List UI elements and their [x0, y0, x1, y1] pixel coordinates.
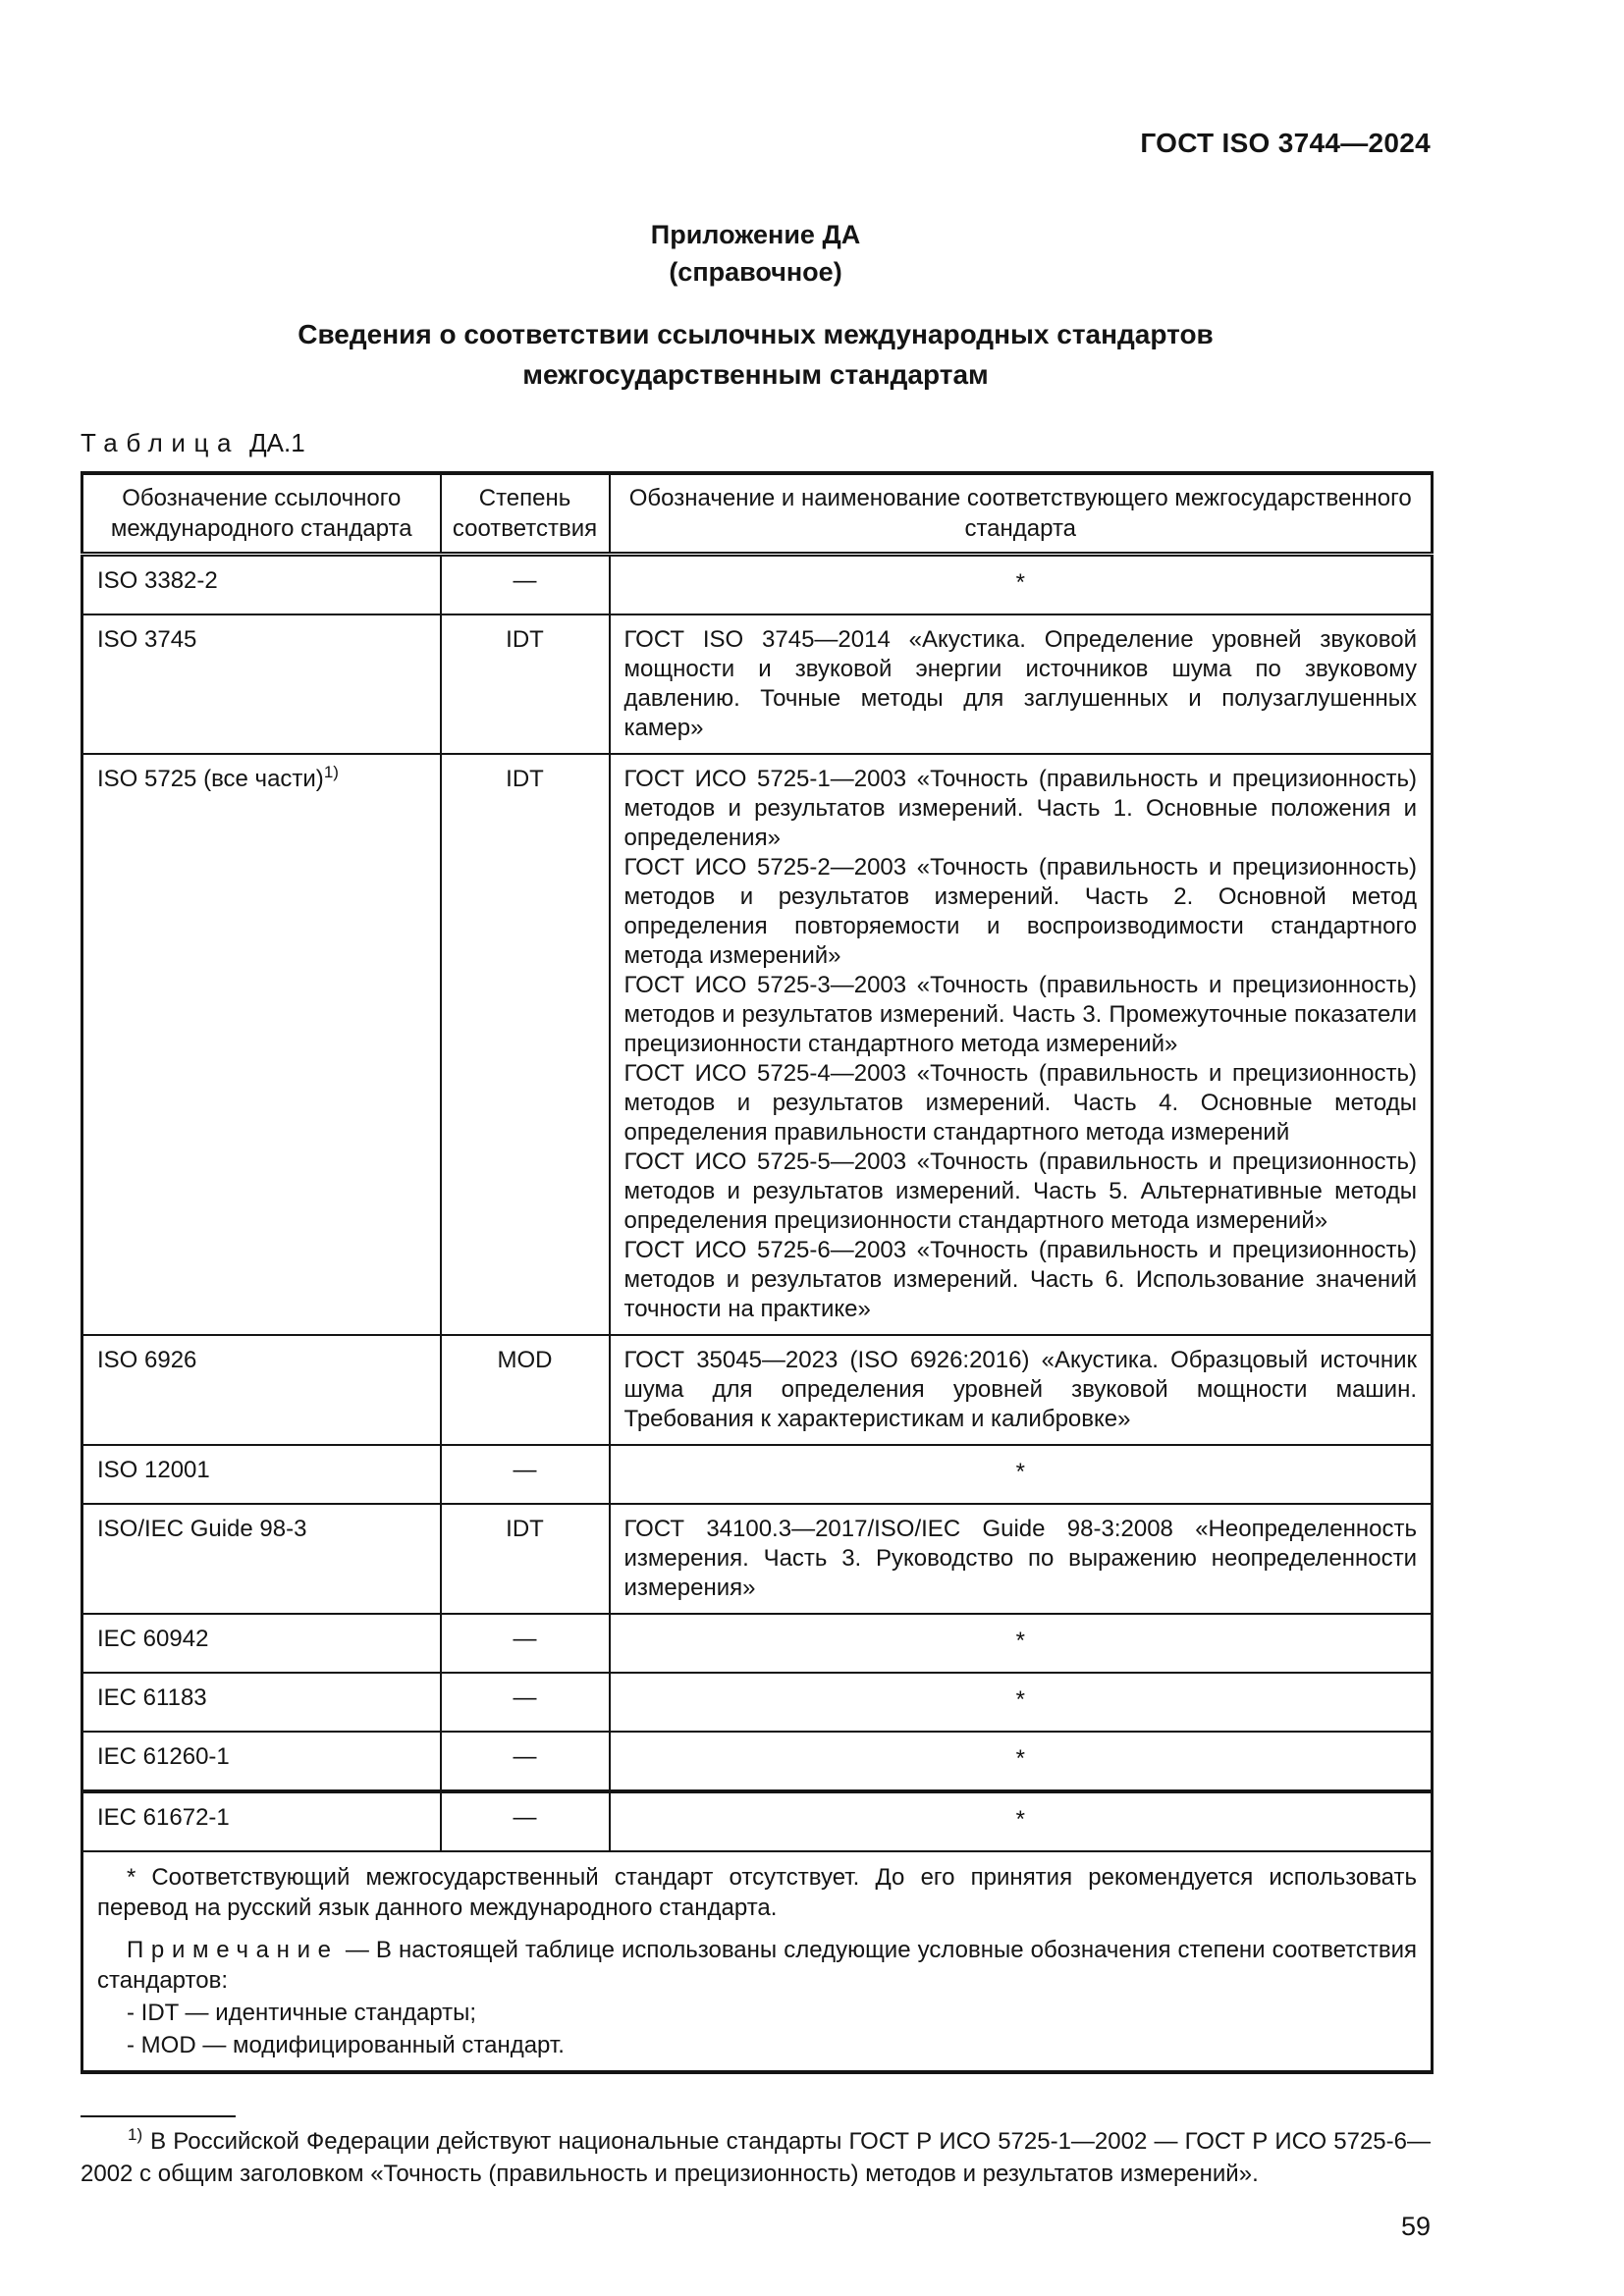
annex-label: Приложение ДА	[650, 220, 861, 249]
gost-cell: *	[610, 1445, 1433, 1504]
correspondence-table	[81, 471, 1434, 2074]
footnote-ref: 1)	[323, 763, 339, 781]
table-row	[82, 614, 1433, 754]
column-header-standard: Обозначение ссылочного международного стандарта	[82, 473, 441, 555]
gost-paragraph: ГОСТ ISO 3745—2014 «Акустика. Определение уровней звуковой мощности и звуковой энергии источников шума по звуковому давлению. Точные методы для заглушенных и полузаглушенных камер»	[623, 626, 1417, 741]
note-text: — В настоящей таблице использованы следующие условные обозначения степени соответствия стандартов:	[97, 1937, 1418, 1994]
degree-cell: —	[441, 555, 610, 615]
gost-cell: *	[610, 1673, 1433, 1732]
gost-cell: *	[610, 1732, 1433, 1791]
gost-paragraph: ГОСТ ИСО 5725-1—2003 «Точность (правильность и прецизионность) методов и результатов измерений. Часть 1. Основные положения и определения»	[623, 766, 1417, 851]
gost-paragraph: ГОСТ ИСО 5725-4—2003 «Точность (правильность и прецизионность) методов и результатов измерений. Часть 4. Основные методы определения правильности стандартного метода измерений	[623, 1060, 1417, 1146]
standard-label: ISO 5725 (все части)	[97, 766, 324, 792]
table-row	[82, 754, 1433, 1335]
table-note-row	[82, 1851, 1433, 2072]
annex-title-block	[81, 216, 1431, 291]
degree-cell: IDT	[441, 754, 610, 1335]
degree-cell: —	[441, 1791, 610, 1851]
note-label: Примечание	[127, 1937, 339, 1963]
gost-paragraph: ГОСТ 34100.3—2017/ISO/IEC Guide 98-3:2008 «Неопределенность измерения. Часть 3. Руководство по выражению неопределенности измерения»	[623, 1516, 1417, 1601]
table-header-row	[82, 473, 1433, 555]
gost-cell: *	[610, 555, 1433, 615]
gost-cell	[610, 1504, 1433, 1614]
standard-cell	[82, 754, 441, 1335]
table-row	[82, 1614, 1433, 1673]
gost-cell: *	[610, 1791, 1433, 1851]
footnote-separator	[81, 2115, 236, 2117]
page-content	[81, 0, 1431, 2242]
star-footnote	[97, 1862, 1417, 1923]
note-item: - IDT — идентичные стандарты;	[127, 2000, 477, 2026]
degree-cell: —	[441, 1445, 610, 1504]
table-row	[82, 555, 1433, 615]
star-marker: *	[127, 1864, 136, 1891]
standard-cell: IEC 60942	[82, 1614, 441, 1673]
gost-paragraph: ГОСТ 35045—2023 (ISO 6926:2016) «Акустика. Образцовый источник шума для определения уровней звуковой мощности машин. Требования к характеристикам и калибровке»	[623, 1347, 1417, 1432]
table-row	[82, 1791, 1433, 1851]
footnote-marker: 1)	[128, 2125, 143, 2144]
degree-cell: —	[441, 1732, 610, 1791]
document-heading	[81, 314, 1431, 395]
degree-cell: MOD	[441, 1335, 610, 1445]
note-paragraph	[97, 1935, 1417, 1996]
standard-cell: IEC 61260-1	[82, 1732, 441, 1791]
standard-cell: ISO 6926	[82, 1335, 441, 1445]
table-row	[82, 1673, 1433, 1732]
heading-line-2: межгосударственным стандартам	[522, 359, 989, 390]
column-header-gost: Обозначение и наименование соответствующего межгосударственного стандарта	[610, 473, 1433, 555]
caption-label: Таблица	[81, 428, 241, 457]
gost-paragraph: ГОСТ ИСО 5725-6—2003 «Точность (правильность и прецизионность) методов и результатов измерений. Часть 6. Использование значений точности на практике»	[623, 1237, 1417, 1322]
page-number: 59	[1400, 2212, 1431, 2241]
running-header: ГОСТ ISO 3744—2024	[1140, 128, 1431, 158]
footnote-text: В Российской Федерации действуют национальные стандарты ГОСТ Р ИСО 5725-1—2002 — ГОСТ Р ИСО 5725-6—2002 с общим заголовком «Точность (правильность и прецизионность) методов и результатов измерений».	[81, 2128, 1431, 2187]
table-row	[82, 1732, 1433, 1791]
gost-cell	[610, 614, 1433, 754]
table-row	[82, 1445, 1433, 1504]
note-item: - MOD — модифицированный стандарт.	[127, 2032, 565, 2058]
degree-cell: IDT	[441, 614, 610, 754]
table-note-cell	[82, 1851, 1433, 2072]
degree-cell: IDT	[441, 1504, 610, 1614]
star-footnote-text: Соответствующий межгосударственный стандарт отсутствует. До его принятия рекомендуется использовать перевод на русский язык данного международного стандарта.	[97, 1864, 1417, 1921]
gost-paragraph: ГОСТ ИСО 5725-5—2003 «Точность (правильность и прецизионность) методов и результатов измерений. Часть 5. Альтернативные методы определения прецизионности стандартного метода измерений»	[623, 1148, 1417, 1234]
table-caption	[81, 428, 1431, 458]
heading-line-1: Сведения о соответствии ссылочных международных стандартов	[298, 319, 1214, 349]
gost-cell: *	[610, 1614, 1433, 1673]
table-row	[82, 1335, 1433, 1445]
standard-cell: ISO 12001	[82, 1445, 441, 1504]
gost-paragraph: ГОСТ ИСО 5725-3—2003 «Точность (правильность и прецизионность) методов и результатов измерений. Часть 3. Промежуточные показатели прецизионности стандартного метода измерений»	[623, 972, 1417, 1057]
table-row	[82, 1504, 1433, 1614]
column-header-degree: Степень соответствия	[441, 473, 610, 555]
page-footnote	[81, 2125, 1431, 2190]
standard-cell: ISO/IEC Guide 98-3	[82, 1504, 441, 1614]
annex-type: (справочное)	[669, 257, 842, 287]
degree-cell: —	[441, 1614, 610, 1673]
standard-cell: IEC 61672-1	[82, 1791, 441, 1851]
caption-number: ДА.1	[249, 428, 305, 457]
degree-cell: —	[441, 1673, 610, 1732]
gost-cell	[610, 1335, 1433, 1445]
standard-cell: ISO 3382-2	[82, 555, 441, 615]
gost-paragraph: ГОСТ ИСО 5725-2—2003 «Точность (правильность и прецизионность) методов и результатов измерений. Часть 2. Основной метод определения повторяемости и воспроизводимости стандартного метода измерений»	[623, 854, 1417, 969]
standard-cell: IEC 61183	[82, 1673, 441, 1732]
gost-cell	[610, 754, 1433, 1335]
standard-cell: ISO 3745	[82, 614, 441, 754]
